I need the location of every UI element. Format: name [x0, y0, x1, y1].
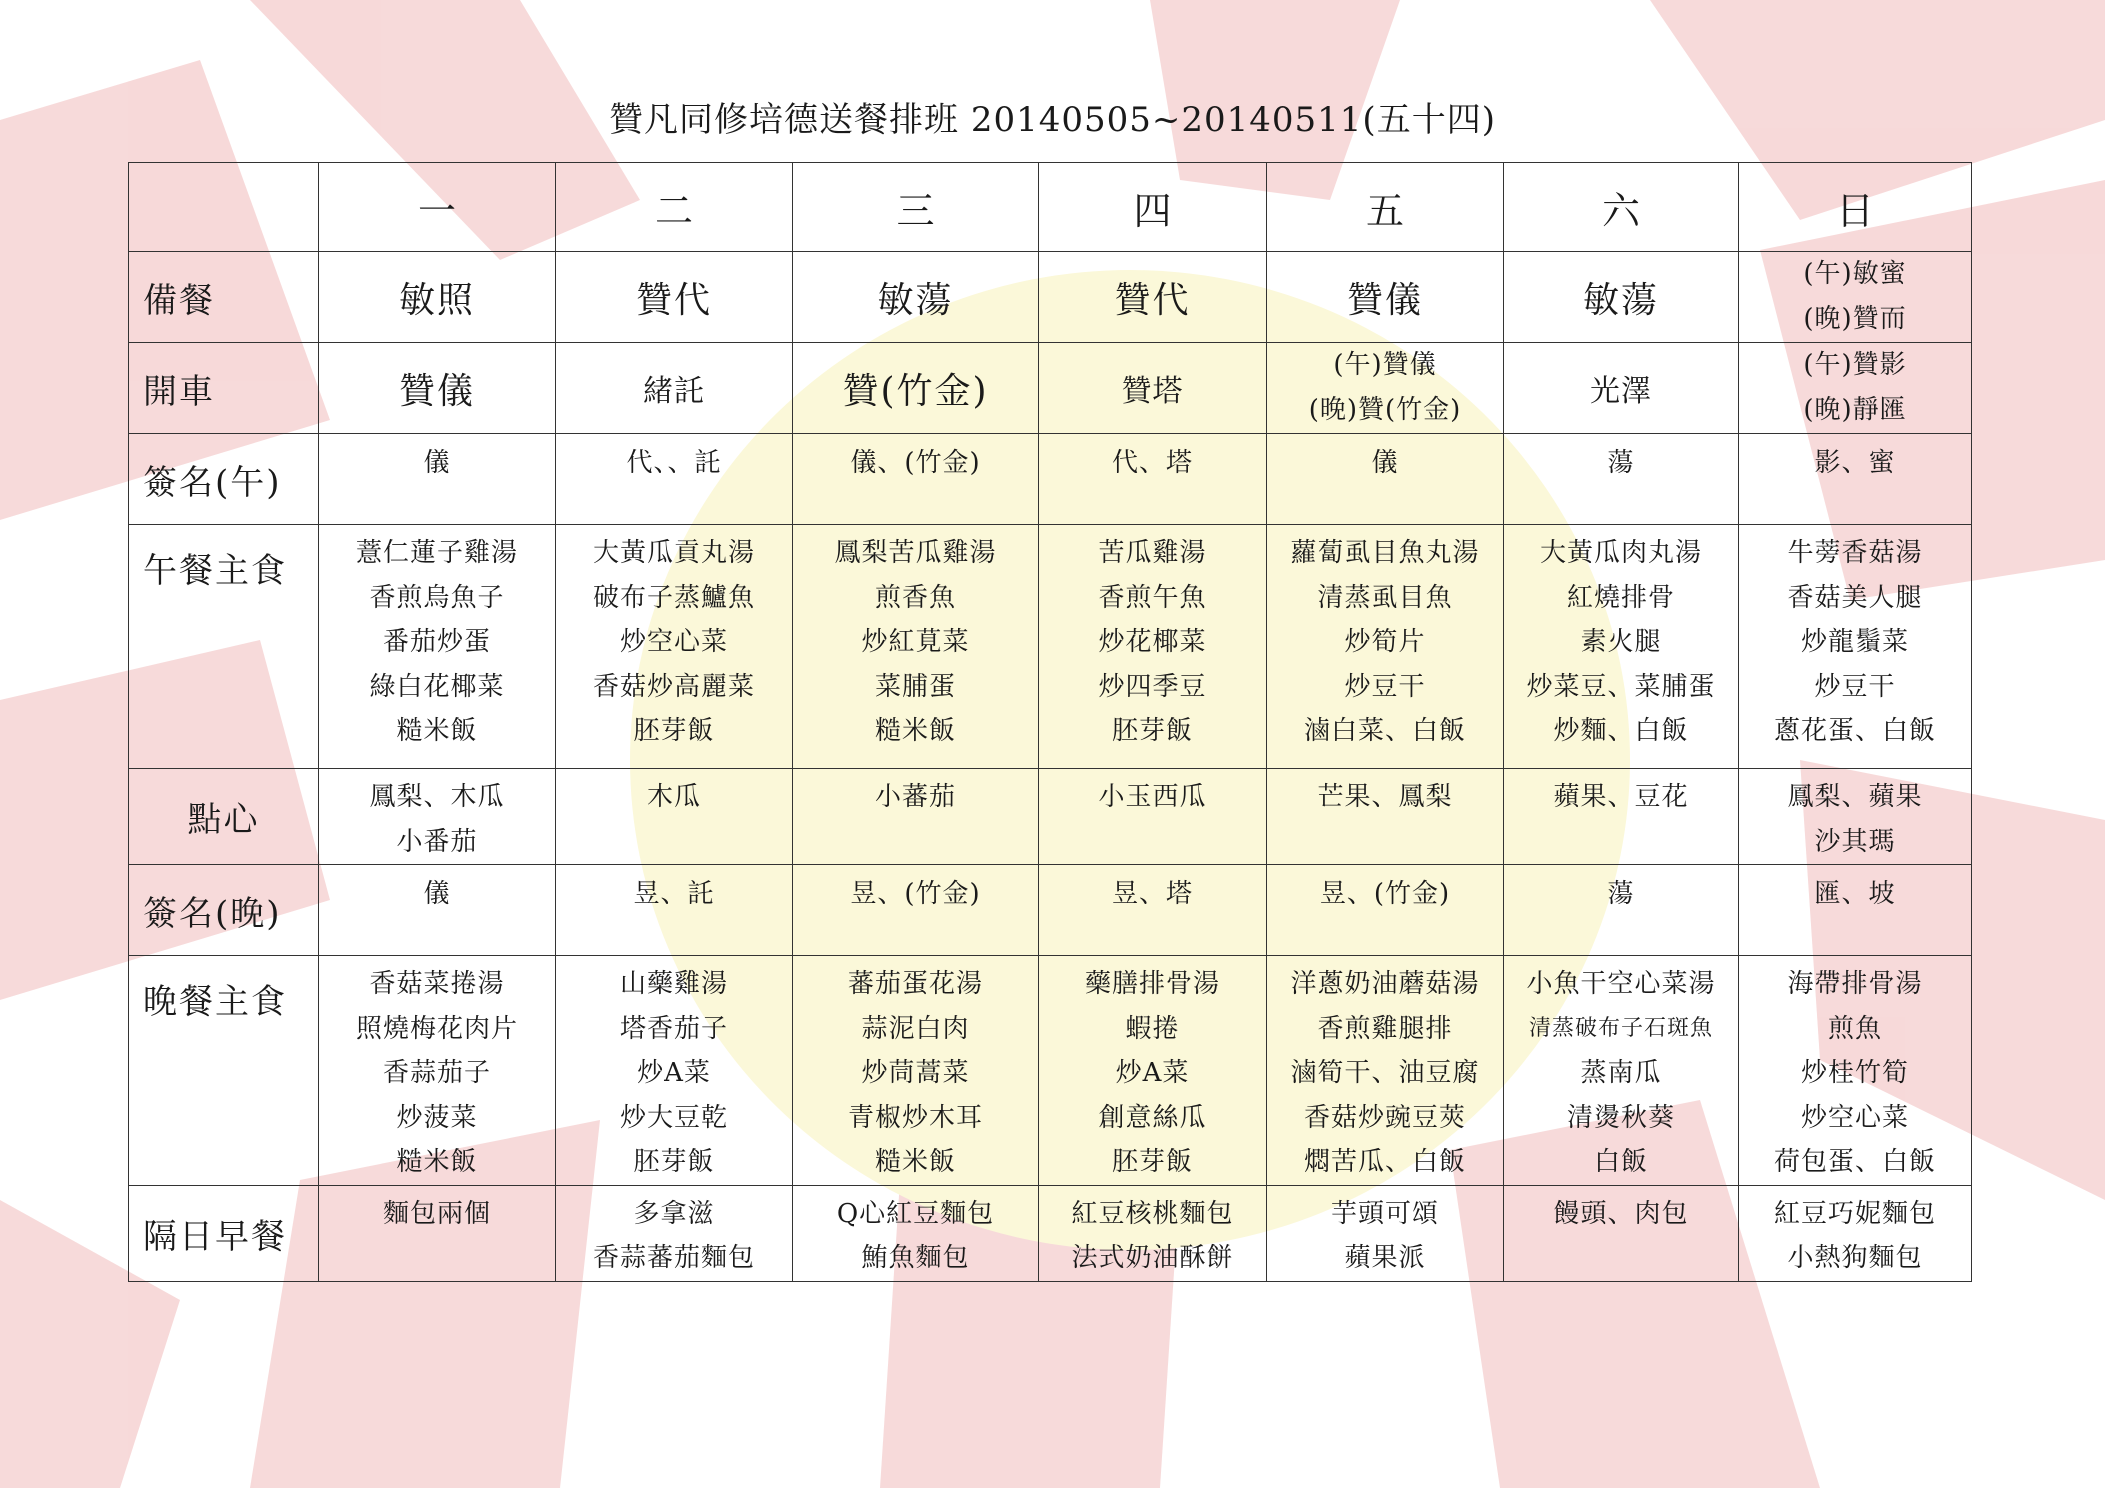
menu-item: 蒜泥白肉	[861, 1013, 970, 1044]
menu-item: 炒豆干	[1344, 671, 1426, 702]
menu-item: 蒸南瓜	[1580, 1058, 1662, 1088]
sign-dinner-cell: 儀	[319, 865, 556, 956]
menu-item: 法式奶油酥餅	[1071, 1243, 1234, 1273]
menu-item: 荷包蛋、白飯	[1773, 1147, 1936, 1177]
menu-item: 滷白菜、白飯	[1303, 716, 1466, 746]
menu-item: 香菇美人腿	[1787, 582, 1923, 613]
row-label-breakfast: 隔日早餐	[129, 1185, 319, 1281]
sign-dinner-cell: 匯、坡	[1739, 865, 1972, 956]
menu-item: 滷筍干、油豆腐	[1290, 1058, 1480, 1088]
menu-item: 紅豆核桃麵包	[1071, 1198, 1234, 1229]
menu-item: 創意絲瓜	[1098, 1102, 1207, 1133]
menu-item: 蘿蔔虱目魚丸湯	[1290, 538, 1480, 568]
menu-item: 番茄炒蛋	[382, 627, 491, 657]
dinner-cell	[1267, 956, 1504, 1186]
menu-item: 炒筍片	[1344, 627, 1426, 657]
menu-item: 素火腿	[1580, 627, 1662, 657]
snack-cell	[1267, 769, 1504, 865]
breakfast-cell	[319, 1185, 556, 1281]
menu-item: 燜苦瓜、白飯	[1303, 1147, 1466, 1177]
day-header: 一	[319, 163, 556, 252]
lunch-cell	[1504, 525, 1739, 769]
day-header: 六	[1504, 163, 1739, 252]
sign-lunch-cell: 代、塔	[1039, 434, 1267, 525]
menu-item: 蘋果、豆花	[1553, 782, 1689, 812]
menu-item: 香蒜茄子	[382, 1058, 491, 1088]
prep-cell: 敏蕩	[793, 252, 1039, 343]
menu-item: 清蒸虱目魚	[1317, 582, 1453, 613]
menu-item: 饅頭、肉包	[1553, 1198, 1689, 1229]
menu-item: 蕃茄蛋花湯	[847, 969, 983, 999]
dinner-cell	[319, 956, 556, 1186]
menu-item: 鳳梨、木瓜	[369, 782, 505, 812]
menu-item: 多拿滋	[633, 1198, 715, 1229]
drive-cell	[1739, 343, 1972, 434]
menu-item: 炒紅莧菜	[861, 627, 970, 657]
menu-item: 小玉西瓜	[1098, 782, 1207, 812]
menu-item: 清燙秋葵	[1566, 1102, 1675, 1133]
menu-item: 香蒜蕃茄麵包	[592, 1243, 755, 1273]
menu-item: 炒龍鬚菜	[1800, 627, 1909, 657]
menu-item: 清蒸破布子石斑魚	[1528, 1015, 1713, 1041]
menu-item: 炒A菜	[1115, 1058, 1190, 1088]
menu-item: 胚芽飯	[1111, 1147, 1193, 1177]
menu-item: 鳳梨苦瓜雞湯	[834, 538, 997, 568]
menu-item: 紅豆巧妮麵包	[1773, 1198, 1936, 1229]
breakfast-cell	[1039, 1185, 1267, 1281]
menu-item: 蘋果派	[1344, 1243, 1426, 1273]
prep-cell: 贊代	[556, 252, 793, 343]
row-label-dinner: 晚餐主食	[129, 956, 319, 1186]
drive-cell: 緒託	[556, 343, 793, 434]
breakfast-cell	[793, 1185, 1039, 1281]
menu-item: 糙米飯	[874, 1147, 956, 1177]
menu-item: 小番茄	[396, 826, 478, 857]
day-header: 三	[793, 163, 1039, 252]
lunch-cell	[1739, 525, 1972, 769]
dinner-cell	[1504, 956, 1739, 1186]
menu-item: 牛蒡香菇湯	[1787, 538, 1923, 568]
sign-dinner-cell: 昱、塔	[1039, 865, 1267, 956]
breakfast-cell	[1739, 1185, 1972, 1281]
menu-item: 海帶排骨湯	[1787, 969, 1923, 999]
dinner-cell	[1739, 956, 1972, 1186]
breakfast-cell	[556, 1185, 793, 1281]
row-label-drive: 開車	[129, 343, 319, 434]
breakfast-cell	[1267, 1185, 1504, 1281]
menu-item: 香菇菜捲湯	[369, 969, 505, 999]
sign-lunch-cell: 代、、託	[556, 434, 793, 525]
drive-line: (午)贊影	[1803, 350, 1907, 380]
menu-item: 芋頭可頌	[1330, 1198, 1439, 1229]
drive-line: (晚)靜匯	[1803, 395, 1907, 425]
sign-lunch-cell: 影、蜜	[1739, 434, 1972, 525]
menu-item: 藥膳排骨湯	[1084, 969, 1220, 999]
breakfast-cell	[1504, 1185, 1739, 1281]
menu-item: 炒空心菜	[1800, 1102, 1909, 1133]
snack-cell	[793, 769, 1039, 865]
sign-dinner-cell: 蕩	[1504, 865, 1739, 956]
menu-item: 香煎雞腿排	[1317, 1013, 1453, 1044]
menu-item: 木瓜	[646, 782, 701, 812]
menu-item: 洋蔥奶油蘑菇湯	[1290, 969, 1480, 999]
row-label-snack: 點心	[129, 769, 319, 865]
menu-item: 炒麵、白飯	[1553, 716, 1689, 746]
menu-item: 香煎烏魚子	[369, 582, 505, 613]
menu-item: 炒豆干	[1814, 671, 1896, 702]
menu-item: 香菇炒高麗菜	[592, 671, 755, 702]
snack-cell	[319, 769, 556, 865]
prep-line: (晚)贊而	[1803, 304, 1907, 334]
sign-lunch-cell: 儀、(竹金)	[793, 434, 1039, 525]
prep-cell: 敏蕩	[1504, 252, 1739, 343]
drive-cell: 贊(竹金)	[793, 343, 1039, 434]
prep-cell: 敏照	[319, 252, 556, 343]
menu-item: 煎香魚	[874, 582, 956, 613]
menu-item: 綠白花椰菜	[369, 671, 505, 702]
menu-item: 小魚干空心菜湯	[1526, 969, 1716, 999]
menu-item: 炒四季豆	[1098, 671, 1207, 702]
menu-item: 胚芽飯	[1111, 716, 1193, 746]
menu-item: 蝦捲	[1125, 1013, 1180, 1044]
menu-item: 菜脯蛋	[874, 671, 956, 702]
sign-dinner-cell: 昱、(竹金)	[793, 865, 1039, 956]
sign-dinner-row	[129, 865, 1972, 956]
menu-item: 鳳梨、蘋果	[1787, 782, 1923, 812]
lunch-cell	[556, 525, 793, 769]
menu-item: 塔香茄子	[619, 1013, 728, 1044]
sign-lunch-cell: 儀	[1267, 434, 1504, 525]
menu-item: 香煎午魚	[1098, 582, 1207, 613]
snack-cell	[1739, 769, 1972, 865]
drive-line: (晚)贊(竹金)	[1308, 395, 1462, 425]
menu-item: 炒菜豆、菜脯蛋	[1526, 671, 1716, 702]
lunch-cell	[1267, 525, 1504, 769]
corner-cell	[129, 163, 319, 252]
menu-item: 照燒梅花肉片	[355, 1013, 518, 1044]
row-label-sign-lunch: 簽名(午)	[129, 434, 319, 525]
menu-item: 炒花椰菜	[1098, 627, 1207, 657]
day-header: 四	[1039, 163, 1267, 252]
sign-dinner-cell: 昱、(竹金)	[1267, 865, 1504, 956]
snack-cell	[1504, 769, 1739, 865]
lunch-cell	[1039, 525, 1267, 769]
menu-item: 炒大豆乾	[619, 1102, 728, 1133]
menu-item: 小熱狗麵包	[1787, 1243, 1923, 1273]
row-label-lunch: 午餐主食	[129, 525, 319, 769]
lunch-cell	[793, 525, 1039, 769]
menu-item: 山藥雞湯	[619, 969, 728, 999]
menu-item: 芒果、鳳梨	[1317, 782, 1453, 812]
menu-item: 薏仁蓮子雞湯	[355, 538, 518, 568]
prep-row	[129, 252, 1972, 343]
lunch-cell	[319, 525, 556, 769]
drive-cell: 贊塔	[1039, 343, 1267, 434]
drive-line: (午)贊儀	[1333, 350, 1437, 380]
row-label-prep: 備餐	[129, 252, 319, 343]
menu-item: 糙米飯	[874, 716, 956, 746]
row-label-sign-dinner: 簽名(晚)	[129, 865, 319, 956]
menu-item: 麵包兩個	[382, 1198, 491, 1229]
menu-item: 大黃瓜貢丸湯	[592, 538, 755, 568]
menu-item: 苦瓜雞湯	[1098, 538, 1207, 568]
prep-cell: 贊代	[1039, 252, 1267, 343]
prep-cell: 贊儀	[1267, 252, 1504, 343]
sign-dinner-cell: 昱、託	[556, 865, 793, 956]
menu-item: 炒菠菜	[396, 1102, 478, 1133]
menu-item: 炒桂竹筍	[1800, 1058, 1909, 1088]
menu-item: 青椒炒木耳	[847, 1102, 983, 1133]
dinner-row	[129, 956, 1972, 1186]
menu-item: 炒空心菜	[619, 627, 728, 657]
menu-item: 香菇炒豌豆莢	[1303, 1102, 1466, 1133]
menu-item: 紅燒排骨	[1566, 582, 1675, 613]
prep-cell	[1739, 252, 1972, 343]
drive-cell: 贊儀	[319, 343, 556, 434]
sign-lunch-row	[129, 434, 1972, 525]
day-header: 二	[556, 163, 793, 252]
menu-item: 糙米飯	[396, 1147, 478, 1177]
menu-item: 蔥花蛋、白飯	[1773, 716, 1936, 746]
drive-cell: 光澤	[1504, 343, 1739, 434]
menu-item: 白飯	[1593, 1147, 1648, 1177]
menu-item: 沙其瑪	[1814, 826, 1896, 857]
drive-row	[129, 343, 1972, 434]
sign-lunch-cell: 儀	[319, 434, 556, 525]
dinner-cell	[793, 956, 1039, 1186]
menu-item: 破布子蒸鱸魚	[592, 582, 755, 613]
day-header: 五	[1267, 163, 1504, 252]
snack-cell	[556, 769, 793, 865]
snack-cell	[1039, 769, 1267, 865]
prep-line: (午)敏蜜	[1803, 259, 1907, 289]
day-header: 日	[1739, 163, 1972, 252]
schedule-table	[128, 162, 1972, 1282]
menu-item: 鮪魚麵包	[861, 1243, 970, 1273]
lunch-row	[129, 525, 1972, 769]
breakfast-row	[129, 1185, 1972, 1281]
menu-item: 糙米飯	[396, 716, 478, 746]
menu-item: 炒A菜	[637, 1058, 711, 1088]
menu-item: 胚芽飯	[633, 716, 715, 746]
drive-cell	[1267, 343, 1504, 434]
dinner-cell	[556, 956, 793, 1186]
menu-item: 大黃瓜肉丸湯	[1539, 538, 1702, 568]
menu-item: 胚芽飯	[633, 1147, 715, 1177]
snack-row	[129, 769, 1972, 865]
header-row	[129, 163, 1972, 252]
menu-item: 煎魚	[1827, 1013, 1882, 1044]
sign-lunch-cell: 蕩	[1504, 434, 1739, 525]
menu-item: 炒茼蒿菜	[861, 1058, 970, 1088]
dinner-cell	[1039, 956, 1267, 1186]
menu-item: 小蕃茄	[874, 782, 956, 812]
page-title: 贊凡同修培德送餐排班 20140505~20140511(五十四)	[609, 100, 1496, 140]
menu-item: Q心紅豆麵包	[836, 1198, 995, 1229]
